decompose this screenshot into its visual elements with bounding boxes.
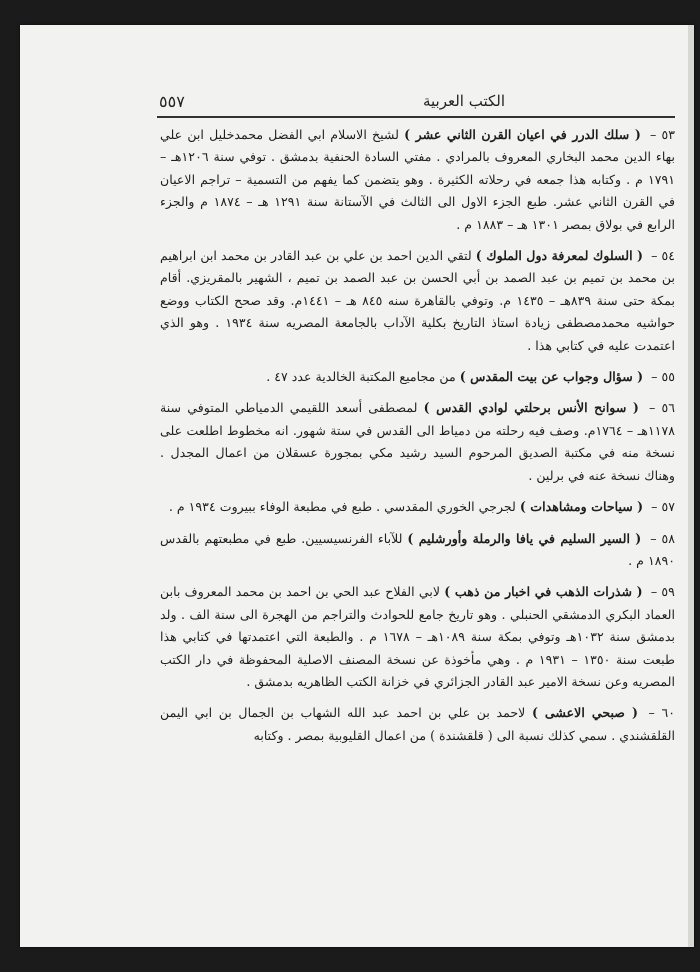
running-title: الكتب العربية xyxy=(422,92,505,110)
entry-title: ( سياحات ومشاهدات ) xyxy=(519,499,644,515)
entry-body: من مجاميع المكتبة الخالدية عدد ٤٧ . xyxy=(266,369,456,385)
entry-title: ( سوانح الأنس برحلتي لوادي القدس ) xyxy=(423,400,639,416)
entry-title: ( شذرات الذهب في اخبار من ذهب ) xyxy=(444,584,643,600)
entry-number: ٥٣ – xyxy=(650,127,676,142)
entry-body: لشيخ الاسلام ابي الفضل محمدخليل ابن علي بهاء الدين محمد البخاري المعروف بالمرادي . مفتي السادة الحنفية بدمشق . توفي سنة ١٢٠٦هـ – ١٧٩١ م . وكتابه هذا جمعه في رحلاته الكثيرة . وهو يتضمن كما يفهم من التسمية – تراجم الاعيان في القرن الثاني عشر. طبع الجزء الاول الى الثالث في الآستانة سنة ١٢٩١ هـ – ١٨٧٤ م والجزء الرابع في بولاق بمصر ١٣٠١ هـ – ١٨٨٣ م . xyxy=(160,127,675,232)
entry-number: ٥٤ – xyxy=(651,248,675,264)
header-rule xyxy=(157,116,675,118)
page-number: ٥٥٧ xyxy=(159,92,185,111)
entry-59 xyxy=(160,581,675,693)
entry-number: ٦٠ – xyxy=(648,705,675,721)
entry-number: ٥٦ – xyxy=(649,400,675,416)
entry-57 xyxy=(160,496,675,518)
entry-body: لابي الفلاح عبد الحي بن احمد بن محمد المعروف بابن العماد البكري الدمشقي الحنبلي . وهو تاريخ جامع للحوادث والتراجم من الهجرة الى سنة الف . ولد بدمشق سنة ١٠٣٢هـ وتوفي بمكة سنة ١٠٨٩هـ – ١٦٧٨ م . والطبعة التي اعتمدتها في كتابي هذا طبعت سنة ١٣٥٠ – ١٩٣١ م . وهي مأخوذة عن نسخة المصنف الاصلية المحفوظة في دار الكتب المصريه وعن نسخة الامير عبد القادر الجزائري في خزانة الكتب الظاهريه بدمشق . xyxy=(160,584,675,689)
entry-body: لمصطفى أسعد اللقيمي الدمياطي المتوفي سنة ١١٧٨هـ – ١٧٦٤م. وصف فيه رحلته من دمياط الى القدس في ستة شهور. انه مخطوط اطلعت على نسخة منه في مكتبة الصديق المرحوم السيد رشيد مكي بمجورة عسقلان من اعمال المجدل . وهناك نسخة عنه في برلين . xyxy=(160,400,675,483)
entry-title: ( صبحي الاعشى ) xyxy=(531,705,638,721)
entry-58 xyxy=(160,528,675,573)
entry-number: ٥٧ – xyxy=(651,499,675,515)
entry-body: لاحمد بن علي بن احمد عبد الله الشهاب بن الجمال بن ابي اليمن القلقشندي . سمي كذلك نسبة الى ( قلقشندة ) من اعمال القليوبية بمصر . وكتابه xyxy=(160,705,675,743)
entry-number: ٥٨ – xyxy=(650,530,675,546)
page-edge xyxy=(688,25,694,947)
entry-54 xyxy=(160,245,675,357)
entry-56 xyxy=(160,397,675,487)
entry-title: ( السير السليم في يافا والرملة وأورشليم ) xyxy=(407,530,642,546)
entry-number: ٥٩ – xyxy=(650,584,675,600)
entry-53 xyxy=(160,124,675,236)
entry-title: ( سلك الدرر في اعيان القرن الثاني عشر ) xyxy=(404,127,641,142)
entry-body: للآباء الفرنسيسيين. طبع في مطبعتهم بالقدس ١٨٩٠ م . xyxy=(160,530,675,568)
entry-55 xyxy=(160,366,675,388)
entry-body: لتقي الدين احمد بن علي بن عبد القادر بن محمد ابن ابراهيم بن محمد بن تميم بن عبد الصمد بن أبي الحسن بن عبد الصمد بن تميم ، الشهير بالمقريزي. أقام بمكة حتى سنة ٨٣٩هـ – ١٤٣٥ م. وتوفي بالقاهرة سنه ٨٤٥ هـ – ١٤٤١م. وقد صحح الكتاب ووضع حواشيه محمدمصطفى زيادة استاذ التاريخ بكلية الآداب بالجامعة المصريه سنة ١٩٣٤ . وهو الذي اعتمدت عليه في كتابي هذا . xyxy=(160,248,675,353)
page-header xyxy=(157,90,675,112)
entry-title: ( سؤال وجواب عن بيت المقدس ) xyxy=(459,369,644,385)
entry-60 xyxy=(160,702,675,747)
bibliography-list xyxy=(160,124,675,756)
entry-title: ( السلوك لمعرفة دول الملوك ) xyxy=(475,248,643,264)
entry-number: ٥٥ – xyxy=(651,369,675,385)
entry-body: لجرجي الخوري المقدسي . طبع في مطبعة الوفاء ببيروت ١٩٣٤ م . xyxy=(168,499,516,515)
